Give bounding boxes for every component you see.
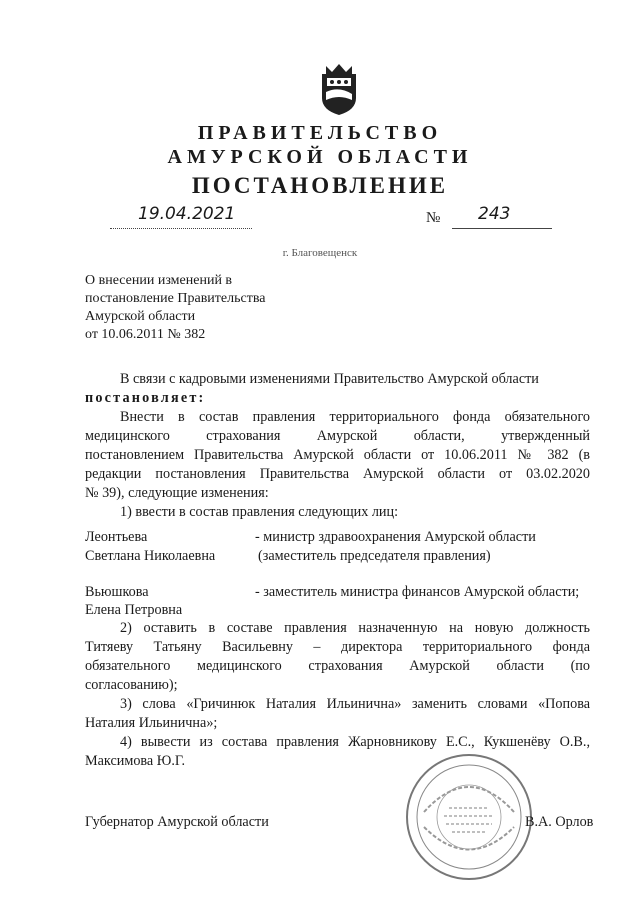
subject-line: Амурской области: [85, 309, 196, 324]
header-government: ПРАВИТЕЛЬСТВО: [197, 122, 443, 144]
p1-line: № 39), следующие изменения:: [85, 485, 269, 501]
member-role: (заместитель председателя правления): [258, 548, 491, 564]
item2-line: обязательного медицинского страхования Амурской области (по: [85, 658, 590, 674]
subject-line: постановление Правительства: [85, 291, 266, 306]
subject-line: О внесении изменений в: [85, 273, 233, 288]
number-sign: №: [426, 210, 441, 226]
decree-word: постановляет:: [85, 390, 206, 406]
item3-line: Наталия Ильинична»;: [85, 715, 218, 731]
body-intro: [85, 370, 590, 522]
subject-block: [85, 272, 265, 344]
signature-title: Губернатор Амурской области: [85, 814, 269, 830]
document-number: 243: [478, 204, 511, 224]
member-name: Леонтьева: [85, 529, 148, 545]
document-type: ПОСТАНОВЛЕНИЕ: [191, 173, 449, 198]
item4-line: Максимова Ю.Г.: [85, 753, 186, 769]
member-role: - министр здравоохранения Амурской области: [255, 529, 536, 545]
city: г. Благовещенск: [282, 247, 358, 259]
p1-line: Внести в состав правления территориального фонда обязательного: [120, 409, 590, 425]
official-seal-stamp: [404, 752, 534, 882]
member-name: Светлана Николаевна: [85, 548, 216, 564]
item2-line: Титяеву Татьяну Васильевну – директора территориального фонда: [85, 639, 590, 655]
header-region: АМУРСКОЙ ОБЛАСТИ: [167, 146, 473, 168]
item4-line: 4) вывести из состава правления Жарновникову Е.С., Кукшенёву О.В.,: [120, 734, 590, 750]
intro-line: В связи с кадровыми изменениями Правительство Амурской области: [120, 371, 539, 387]
coat-of-arms-emblem: [318, 60, 360, 116]
governor-name: В.А. Орлов: [525, 814, 594, 830]
member-role: - заместитель министра финансов Амурской области;: [255, 584, 580, 600]
p1-line: постановлением Правительства Амурской области от 10.06.2011 № 382 (в: [85, 447, 590, 463]
item2-line: 2) оставить в составе правления назначенную на новую должность: [120, 620, 590, 636]
p1-line: медицинского страхования Амурской области, утвержденный: [85, 428, 590, 444]
item3-line: 3) слова «Гричинюк Наталия Ильинична» заменить словами «Попова: [120, 696, 590, 712]
member-name: Вьюшкова: [85, 584, 149, 600]
member-name: Елена Петровна: [85, 602, 183, 618]
subject-line: от 10.06.2011 № 382: [85, 327, 206, 342]
item1: 1) ввести в состав правления следующих лиц:: [120, 504, 399, 520]
item2-line: согласованию);: [85, 677, 178, 693]
body-items: [85, 619, 590, 771]
p1-line: редакции постановления Правительства Амурской области от 03.02.2020: [85, 466, 590, 482]
document-date: 19.04.2021: [138, 204, 236, 224]
